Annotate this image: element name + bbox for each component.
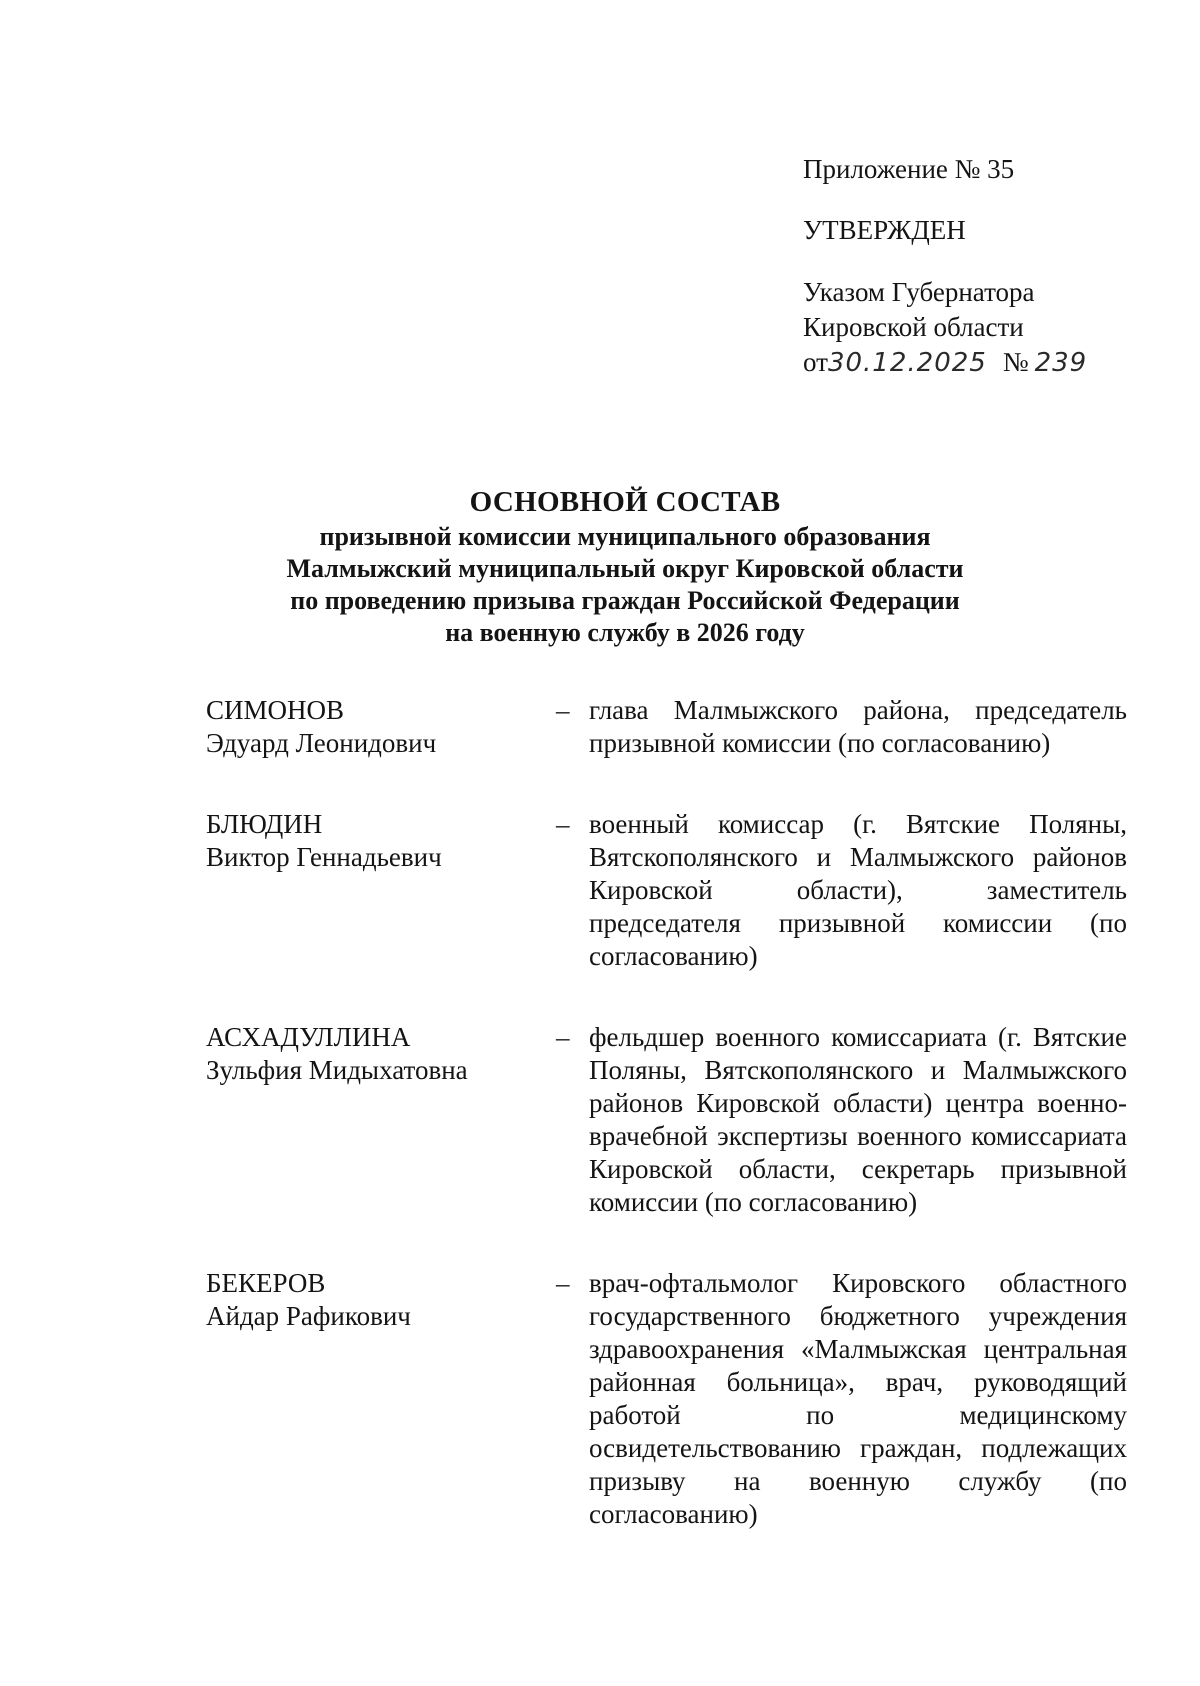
member-name bbox=[206, 1267, 536, 1333]
member-dash: – bbox=[556, 695, 570, 725]
title-line-4: на военную службу в 2026 году bbox=[445, 618, 805, 647]
handwritten-date: 30.12.2025 bbox=[827, 348, 987, 378]
member-role: глава Малмыжского района, председатель призывной комиссии (по согласованию) bbox=[589, 695, 1127, 758]
number-label: № bbox=[1002, 347, 1029, 377]
member-given-names: Виктор Геннадьевич bbox=[206, 842, 442, 872]
member-name bbox=[206, 1021, 536, 1087]
approval-block bbox=[803, 152, 1163, 381]
approved-label: УТВЕРЖДЕН bbox=[803, 215, 966, 245]
handwritten-number: 239 bbox=[1034, 348, 1088, 378]
member-entry bbox=[206, 808, 1126, 973]
title-main: ОСНОВНОЙ СОСТАВ bbox=[469, 486, 781, 518]
decree-date-line bbox=[803, 345, 1163, 381]
member-dash: – bbox=[556, 809, 570, 839]
member-role: военный комиссар (г. Вятские Поляны, Вятскополянского и Малмыжского районов Кировской области), заместитель председателя призывной комиссии (по согласованию) bbox=[589, 809, 1127, 971]
member-given-names: Айдар Рафикович bbox=[206, 1301, 411, 1331]
decree-line-1: Указом Губернатора bbox=[803, 277, 1035, 307]
member-entry bbox=[206, 1021, 1126, 1219]
member-surname: СИМОНОВ bbox=[206, 695, 345, 725]
member-surname: БЛЮДИН bbox=[206, 809, 323, 839]
decree-line-2: Кировской области bbox=[803, 312, 1024, 342]
members-list bbox=[206, 694, 1126, 1579]
member-name bbox=[206, 808, 536, 874]
member-role: врач-офтальмолог Кировского областного государственного бюджетного учреждения здравоохранения «Малмыжская центральная районная больница», врач, руководящий работой по медицинскому освидетельствованию граждан, подлежащих призыву на военную службу (по согласованию) bbox=[589, 1268, 1127, 1529]
title-line-1: призывной комиссии муниципального образования bbox=[319, 522, 931, 551]
title-line-3: по проведению призыва граждан Российской Федерации bbox=[290, 586, 960, 615]
member-surname: БЕКЕРОВ bbox=[206, 1268, 326, 1298]
title-line-2: Малмыжский муниципальный округ Кировской области bbox=[286, 554, 964, 583]
member-given-names: Зульфия Мидыхатовна bbox=[206, 1055, 468, 1085]
date-prefix: от bbox=[803, 347, 828, 377]
member-role: фельдшер военного комиссариата (г. Вятские Поляны, Вятскополянского и Малмыжского районов Кировской области) центра военно-врачебной экспертизы военного комиссариата Кировской области, секретарь призывной комиссии (по согласованию) bbox=[589, 1022, 1127, 1217]
member-dash: – bbox=[556, 1022, 570, 1052]
document-title bbox=[160, 483, 1090, 649]
member-name bbox=[206, 694, 536, 760]
member-dash: – bbox=[556, 1268, 570, 1298]
member-entry bbox=[206, 694, 1126, 760]
appendix-number: Приложение № 35 bbox=[803, 154, 1015, 184]
member-entry bbox=[206, 1267, 1126, 1531]
member-surname: АСХАДУЛЛИНА bbox=[206, 1022, 411, 1052]
member-given-names: Эдуард Леонидович bbox=[206, 728, 437, 758]
